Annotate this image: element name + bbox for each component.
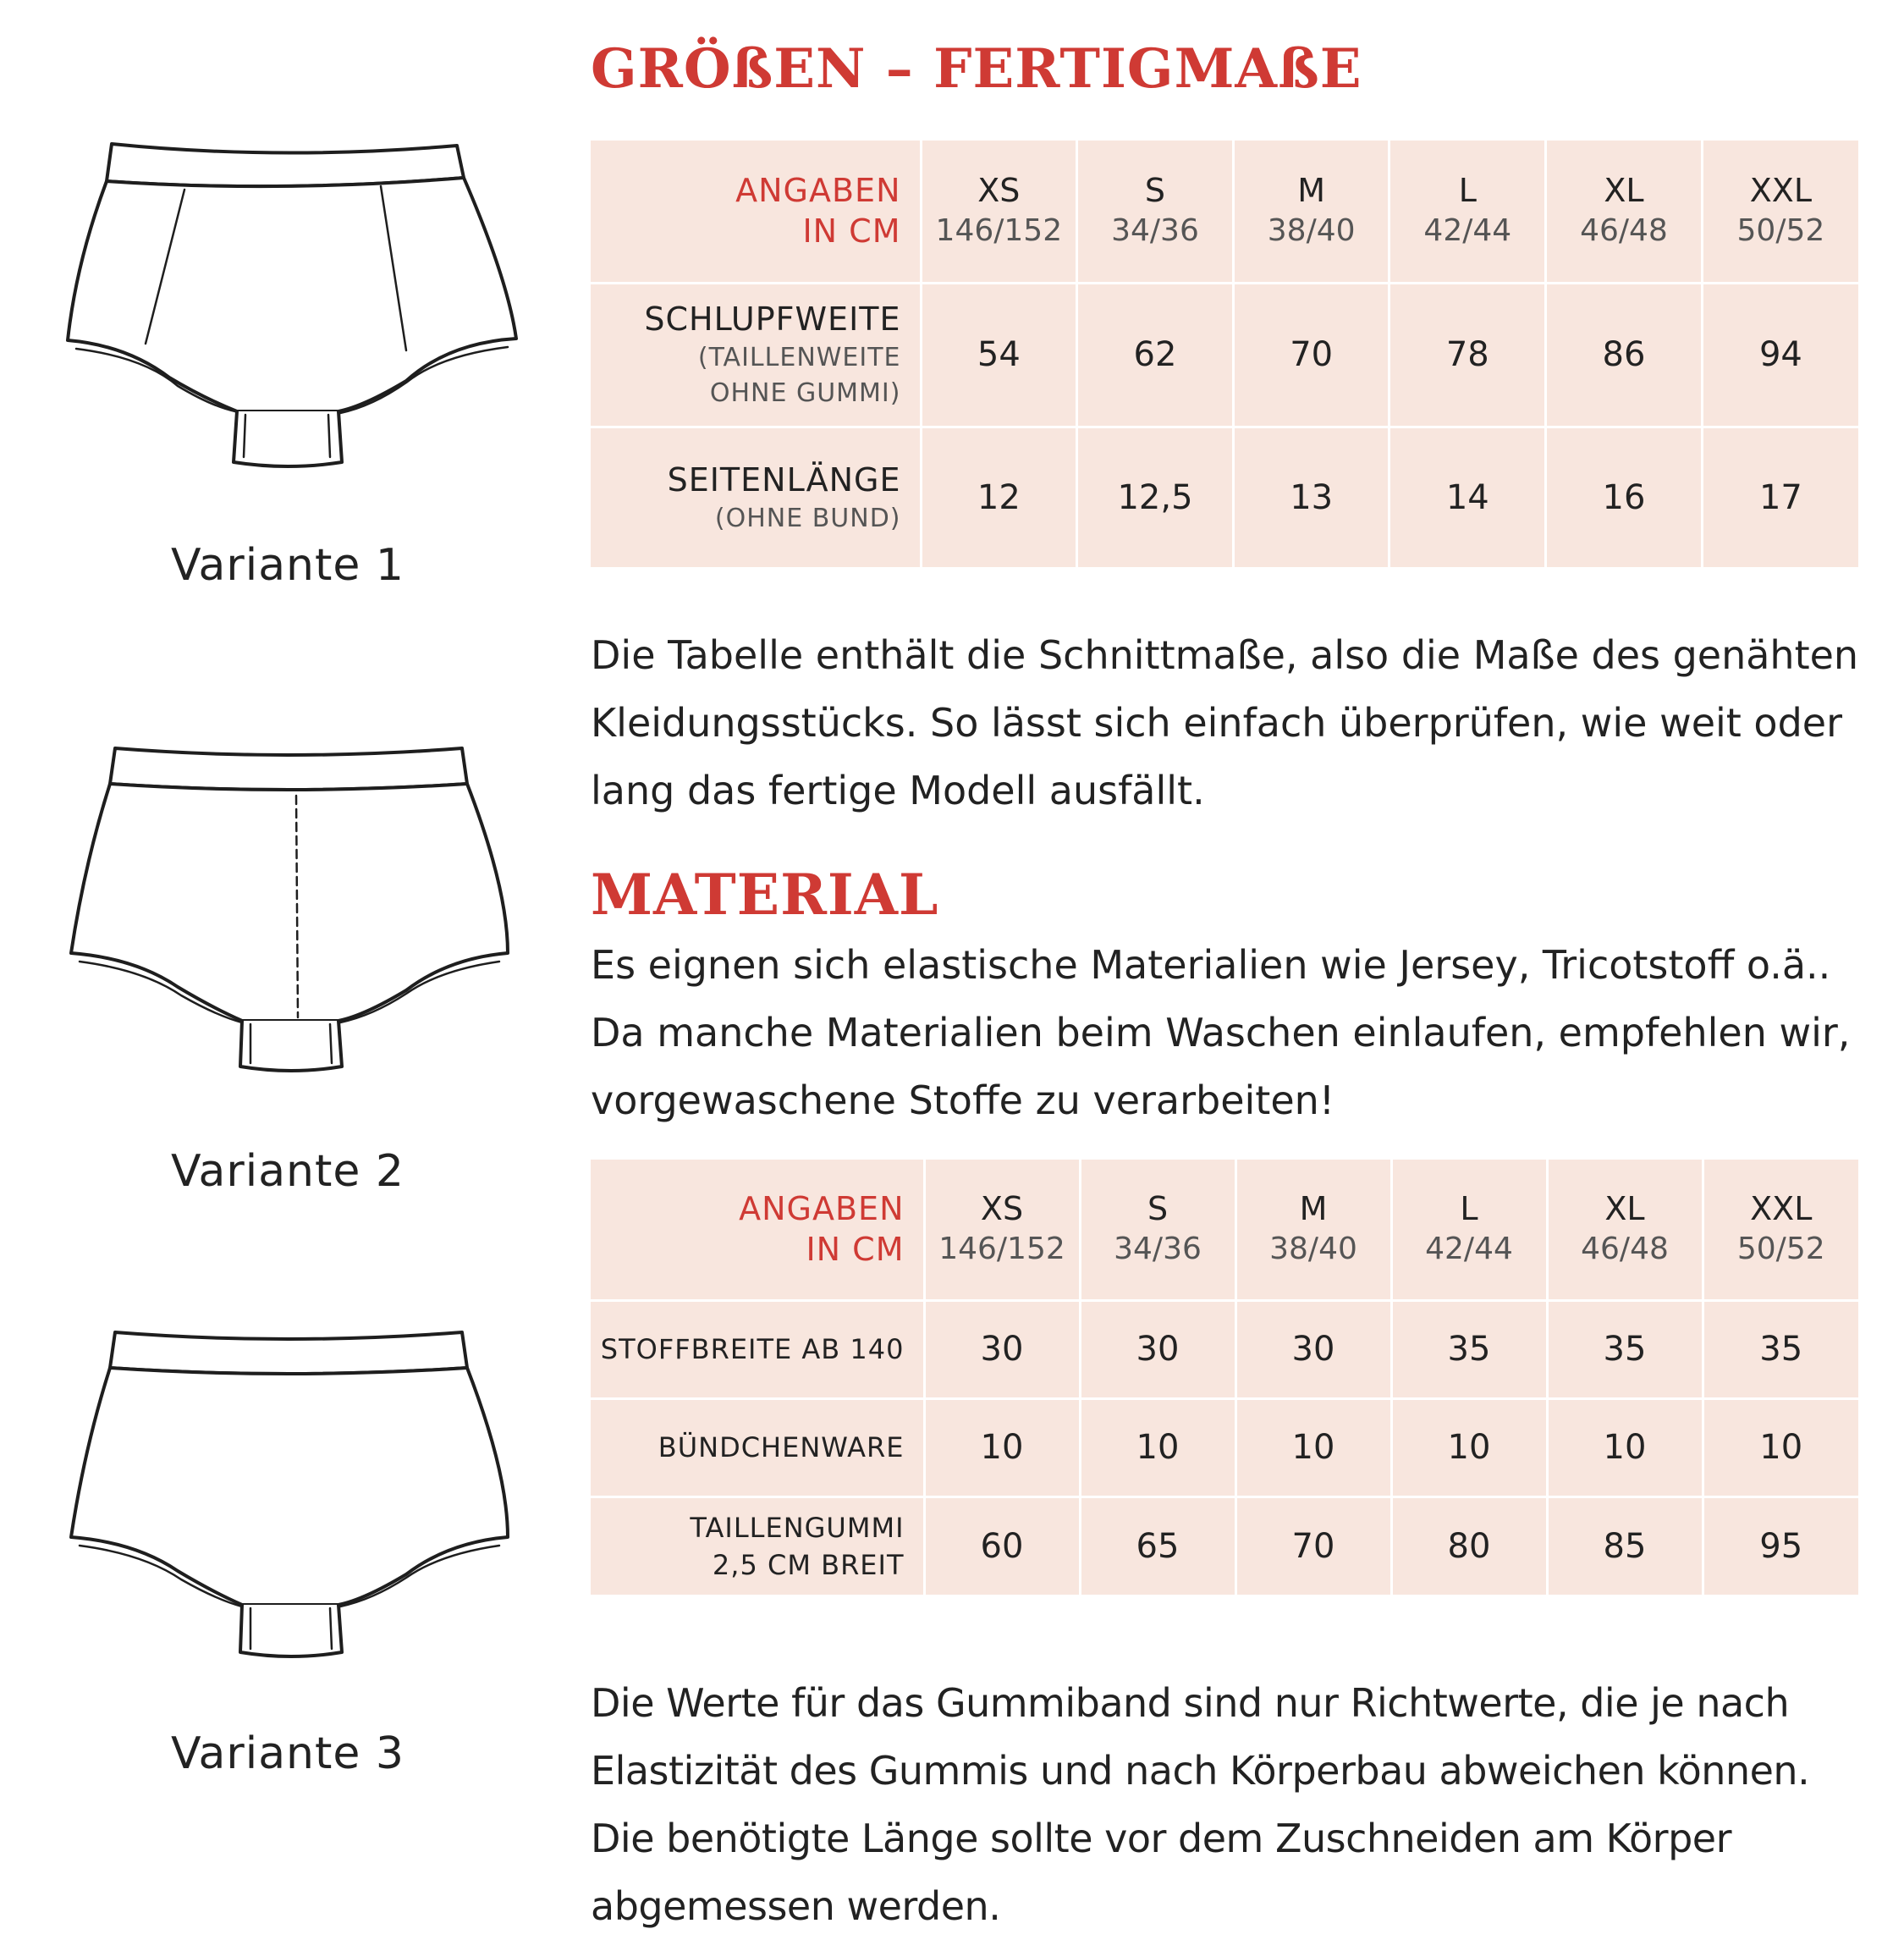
finished-measurements-table: [591, 141, 1858, 567]
briefs-variant-1-illustration: [51, 127, 525, 482]
table-cell: 85: [1547, 1496, 1703, 1595]
size-header-xxl: XXL 50/52: [1703, 1160, 1858, 1300]
variant-3: [51, 1320, 525, 1794]
variant-2: [51, 736, 525, 1210]
size-header-s: S 34/36: [1080, 1160, 1235, 1300]
table-cell: 35: [1547, 1300, 1703, 1398]
variant-1-label: Variante 1: [170, 540, 405, 591]
table-cell: 30: [924, 1300, 1080, 1398]
table-cell: 62: [1077, 283, 1234, 427]
table-cell: 35: [1391, 1300, 1547, 1398]
briefs-variant-2-illustration: [51, 736, 525, 1075]
size-header-l: L 42/44: [1389, 141, 1546, 283]
table-row: [591, 1398, 1858, 1496]
variant-1: [51, 127, 525, 601]
table-cell: 95: [1703, 1496, 1858, 1595]
table-corner-label: ANGABEN IN CM: [591, 141, 921, 283]
table-row: [591, 1496, 1858, 1595]
table-cell: 10: [1235, 1398, 1391, 1496]
table-cell: 54: [921, 283, 1077, 427]
size-header-xl: XL 46/48: [1547, 1160, 1703, 1300]
size-header-l: L 42/44: [1391, 1160, 1547, 1300]
variant-3-label: Variante 3: [170, 1728, 405, 1779]
row-label: STOFFBREITE AB 140: [591, 1300, 924, 1398]
table-corner-label: ANGABEN IN CM: [591, 1160, 924, 1300]
table-cell: 80: [1391, 1496, 1547, 1595]
sizes-description: Die Tabelle enthält die Schnittmaße, also die Maße des genähten Kleidungsstücks. So lässt sich einfach überprüfen, wie weit oder lang das fertige Modell ausfällt.: [591, 632, 1859, 813]
table-cell: 60: [924, 1496, 1080, 1595]
table-cell: 10: [1080, 1398, 1235, 1496]
table-cell: 10: [1547, 1398, 1703, 1496]
table-cell: 70: [1233, 283, 1389, 427]
material-description: Es eignen sich elastische Materialien wie Jersey, Tricotstoff o.ä.. Da manche Materialien beim Waschen einlaufen, empfehlen wir, vorgewaschene Stoffe zu verarbeiten!: [591, 942, 1851, 1123]
table-cell: 13: [1233, 427, 1389, 567]
size-header-xs: XS 146/152: [924, 1160, 1080, 1300]
table-row: [591, 427, 1858, 567]
size-header-s: S 34/36: [1077, 141, 1234, 283]
table-cell: 16: [1546, 427, 1703, 567]
briefs-variant-3-illustration: [51, 1320, 525, 1659]
table-row: [591, 283, 1858, 427]
table-cell: 10: [924, 1398, 1080, 1496]
size-header-m: M 38/40: [1233, 141, 1389, 283]
table-cell: 12,5: [1077, 427, 1234, 567]
table-cell: 78: [1389, 283, 1546, 427]
row-label: SEITENLÄNGE (OHNE BUND): [667, 460, 901, 533]
table-cell: 14: [1389, 427, 1546, 567]
table-cell: 10: [1391, 1398, 1547, 1496]
size-header-xs: XS 146/152: [921, 141, 1077, 283]
size-header-xl: XL 46/48: [1546, 141, 1703, 283]
material-requirements-table: [591, 1160, 1858, 1595]
table-cell: 35: [1703, 1300, 1858, 1398]
size-header-xxl: XXL 50/52: [1702, 141, 1858, 283]
table-row: [591, 1300, 1858, 1398]
table-cell: 65: [1080, 1496, 1235, 1595]
table-cell: 12: [921, 427, 1077, 567]
table-cell: 70: [1235, 1496, 1391, 1595]
table-header-row: [591, 141, 1858, 283]
elastic-note: Die Werte für das Gummiband sind nur Richtwerte, die je nach Elastizität des Gummis und nach Körperbau abweichen können. Die benötigte Länge sollte vor dem Zuschneiden am Körper abgemessen werden.: [591, 1680, 1810, 1929]
table-cell: 10: [1703, 1398, 1858, 1496]
size-header-m: M 38/40: [1235, 1160, 1391, 1300]
table-cell: 17: [1702, 427, 1858, 567]
sizes-title: GRÖßEN – FERTIGMAßE: [591, 37, 1362, 101]
row-label: BÜNDCHENWARE: [591, 1398, 924, 1496]
variant-2-label: Variante 2: [170, 1146, 405, 1197]
table-cell: 94: [1702, 283, 1858, 427]
table-cell: 86: [1546, 283, 1703, 427]
material-title: MATERIAL: [591, 862, 939, 928]
table-cell: 30: [1235, 1300, 1391, 1398]
row-label: SCHLUPFWEITE (TAILLENWEITE OHNE GUMMI): [591, 283, 921, 427]
row-label: TAILLENGUMMI 2,5 CM BREIT: [690, 1511, 905, 1581]
table-header-row: [591, 1160, 1858, 1300]
table-cell: 30: [1080, 1300, 1235, 1398]
